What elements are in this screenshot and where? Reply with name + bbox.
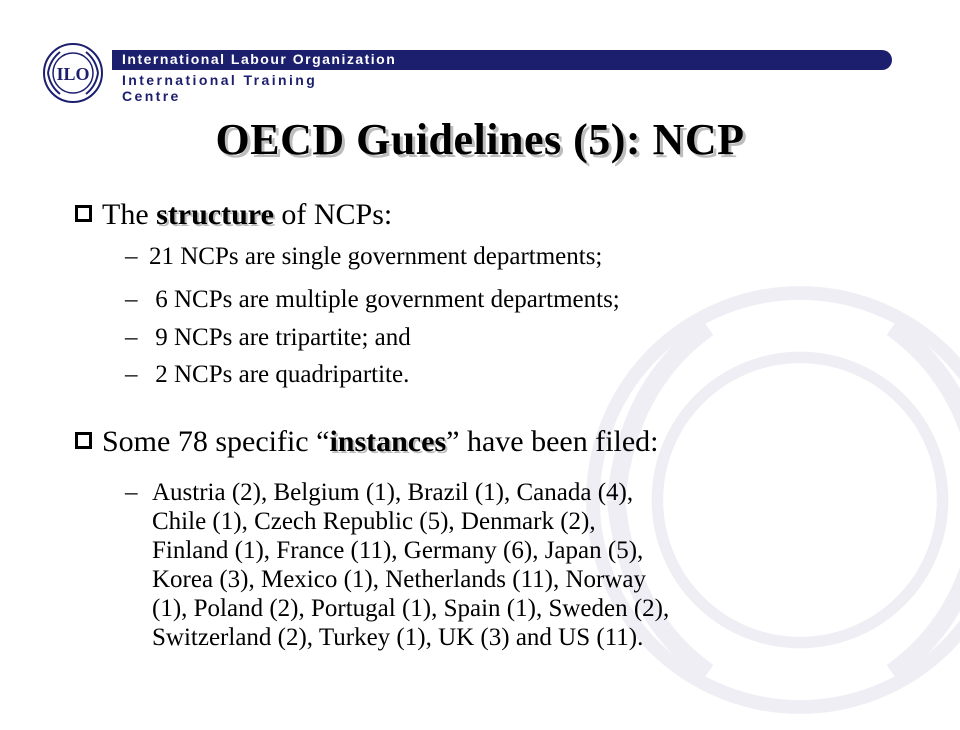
countries-line: Finland (1), France (11), Germany (6), Japan (5), <box>152 537 644 564</box>
countries-line: Austria (2), Belgium (1), Brazil (1), Canada (4), <box>152 479 634 506</box>
list-item-text: 2 NCPs are quadripartite. <box>149 361 410 388</box>
centre-name: International Training Centre <box>122 72 318 104</box>
checkbox-bullet-icon <box>75 205 92 222</box>
centre-banner <box>112 70 348 104</box>
bullet-structure-prefix: The <box>102 198 157 231</box>
list-item: – 21 NCPs are single government departments; <box>125 243 603 270</box>
checkbox-bullet-icon <box>75 432 92 449</box>
countries-line: Switzerland (2), Turkey (1), UK (3) and US (11). <box>152 624 644 651</box>
list-item: – 2 NCPs are quadripartite. <box>125 361 410 388</box>
list-item-text: 21 NCPs are single government departments; <box>149 243 603 270</box>
bullet-instances-keyword: instances <box>329 425 447 458</box>
org-banner <box>112 50 892 70</box>
page-title: OECD Guidelines (5): NCP <box>215 115 745 164</box>
bullet-structure-suffix: of NCPs: <box>273 198 393 231</box>
list-item-text: 9 NCPs are tripartite; and <box>149 324 411 351</box>
countries-line: Korea (3), Mexico (1), Netherlands (11), Norway <box>152 566 647 593</box>
list-item: – 6 NCPs are multiple government departments; <box>125 286 620 313</box>
bullet-instances-prefix: Some 78 specific “ <box>102 425 330 458</box>
ilo-logo-icon <box>42 42 104 104</box>
bullet-structure-keyword: structure <box>156 198 274 231</box>
list-item-text: 6 NCPs are multiple government departments; <box>149 286 620 313</box>
countries-line: Chile (1), Czech Republic (5), Denmark (2), <box>152 508 596 535</box>
bullet-structure <box>75 198 392 232</box>
org-name: International Labour Organization <box>122 51 397 67</box>
logo-text: ILO <box>56 64 90 84</box>
countries-line: (1), Poland (2), Portugal (1), Spain (1), Sweden (2), <box>152 595 670 622</box>
bullet-instances <box>75 425 659 459</box>
list-item: – 9 NCPs are tripartite; and <box>125 324 411 351</box>
bullet-instances-suffix: ” have been filed: <box>446 425 659 458</box>
